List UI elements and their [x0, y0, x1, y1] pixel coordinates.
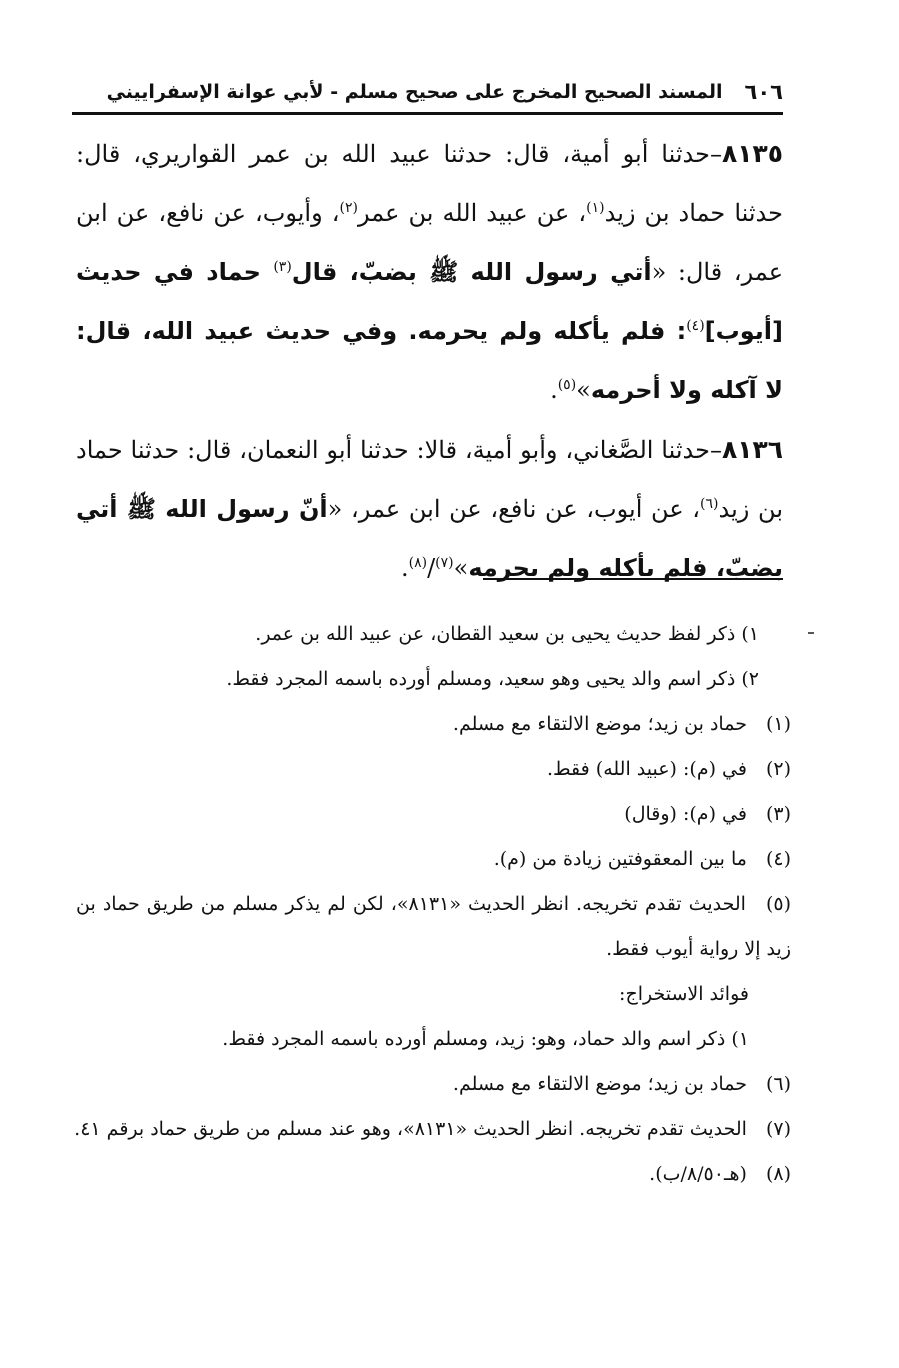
footnote-ref[interactable]: (٤): [686, 318, 705, 334]
footnote-3: [76, 792, 791, 837]
footnote-text: في (م): (عبيد الله) فقط.: [546, 758, 747, 780]
matn: أتي رسول الله ﷺ بضبّ، قال: [291, 258, 652, 286]
footnote-ref[interactable]: (٨): [408, 555, 428, 571]
matn: أنّ رسول الله ﷺ أتي بضبّ، فلم يأكله ولم يحرمه: [76, 495, 783, 582]
footnote-text: ما بين المعقوفتين زيادة من (م).: [493, 848, 747, 870]
footnote-5-sub: ١) ذكر اسم والد حماد، وهو: زيد، ومسلم أورده باسمه المجرد فقط.: [222, 1028, 749, 1050]
quote-close: »: [576, 376, 591, 404]
footnote-ref[interactable]: (٢): [339, 200, 358, 216]
slash: /: [427, 554, 436, 582]
footnote-text: الحديث تقدم تخريجه. انظر الحديث «٨١٣١»، لكن لم يذكر مسلم من طريق حماد بن زيد إلا رواية أيوب فقط.: [76, 893, 791, 960]
footnote-line: ٢) ذكر اسم والد يحيى وهو سعيد، ومسلم أورده باسمه المجرد فقط.: [226, 668, 759, 690]
isnad: ، عن أيوب، عن نافع، عن ابن عمر، «: [327, 495, 701, 523]
footnote-marker: (٧): [765, 1118, 791, 1140]
footnote-marker: (١): [765, 713, 791, 735]
footnote-4: [76, 837, 791, 882]
running-header: [72, 72, 783, 115]
footnote-5-heading: فوائد الاستخراج:: [619, 983, 749, 1005]
footnote-1: [76, 702, 791, 747]
footnote-8: [76, 1152, 791, 1197]
hadith-number: ٨١٣٦: [721, 435, 783, 464]
footnote-ref[interactable]: (٣): [273, 259, 292, 275]
hadith-number: ٨١٣٥: [721, 139, 783, 168]
footnote-7: [76, 1107, 791, 1152]
main-text: [76, 124, 783, 598]
footnote-line: ١) ذكر لفظ حديث يحيى بن سعيد القطان، عن عبيد الله بن عمر.: [255, 623, 759, 645]
page-number: ٦٠٦: [744, 80, 783, 104]
quote-close: »: [453, 554, 469, 582]
isnad: –حدثنا أبو أمية، قال: حدثنا عبيد الله بن عمر القواريري، قال: حدثنا حماد بن زيد: [76, 140, 783, 227]
footnote-ref[interactable]: (٥): [557, 377, 577, 393]
footnote-ref[interactable]: (٦): [700, 496, 719, 512]
footnote-marker: (٤): [765, 848, 791, 870]
hadith-8135: [76, 124, 783, 420]
footnote-text: (هـ٨/٥٠/ب).: [649, 1163, 747, 1185]
footnote-separator: [483, 578, 783, 580]
footnote-ref[interactable]: (١): [586, 200, 605, 216]
footnote-ref[interactable]: (٧): [435, 555, 454, 571]
matn: حماد في حديث [أيوب]: [76, 258, 783, 345]
end-mark: .: [550, 376, 558, 404]
matn: : فلم يأكله ولم يحرمه. وفي حديث عبيد الله، قال: لا آكله ولا أحرمه: [76, 317, 783, 404]
footnote-text: في (م): (وقال): [624, 803, 747, 825]
isnad: ، عن عبيد الله بن عمر: [357, 199, 587, 227]
footnote-marker: (٦): [765, 1073, 791, 1095]
scan-speck: [808, 632, 814, 634]
footnote-5: [76, 882, 791, 972]
footnotes: [76, 612, 791, 1197]
footnote-text: حماد بن زيد؛ موضع الالتقاء مع مسلم.: [452, 1073, 747, 1095]
book-title: المسند الصحيح المخرج على صحيح مسلم - لأبي عوانة الإسفراييني: [106, 81, 723, 103]
footnote-marker: (٢): [765, 758, 791, 780]
footnote-marker: (٥): [765, 893, 791, 915]
isnad: –حدثنا الصَّغاني، وأبو أمية، قالا: حدثنا أبو النعمان، قال: حدثنا حماد بن زيد: [76, 436, 783, 523]
hadith-8136: [76, 420, 783, 598]
footnote-marker: (٣): [765, 803, 791, 825]
footnote-text: حماد بن زيد؛ موضع الالتقاء مع مسلم.: [452, 713, 747, 735]
isnad: ، وأيوب، عن نافع، عن ابن عمر، قال: «: [76, 199, 784, 286]
end-mark: .: [400, 554, 409, 582]
footnote-6: [76, 1062, 791, 1107]
footnote-marker: (٨): [765, 1163, 791, 1185]
footnote-text: الحديث تقدم تخريجه. انظر الحديث «٨١٣١»، وهو عند مسلم من طريق حماد برقم ٤١.: [74, 1118, 747, 1140]
footnote-2: [76, 747, 791, 792]
